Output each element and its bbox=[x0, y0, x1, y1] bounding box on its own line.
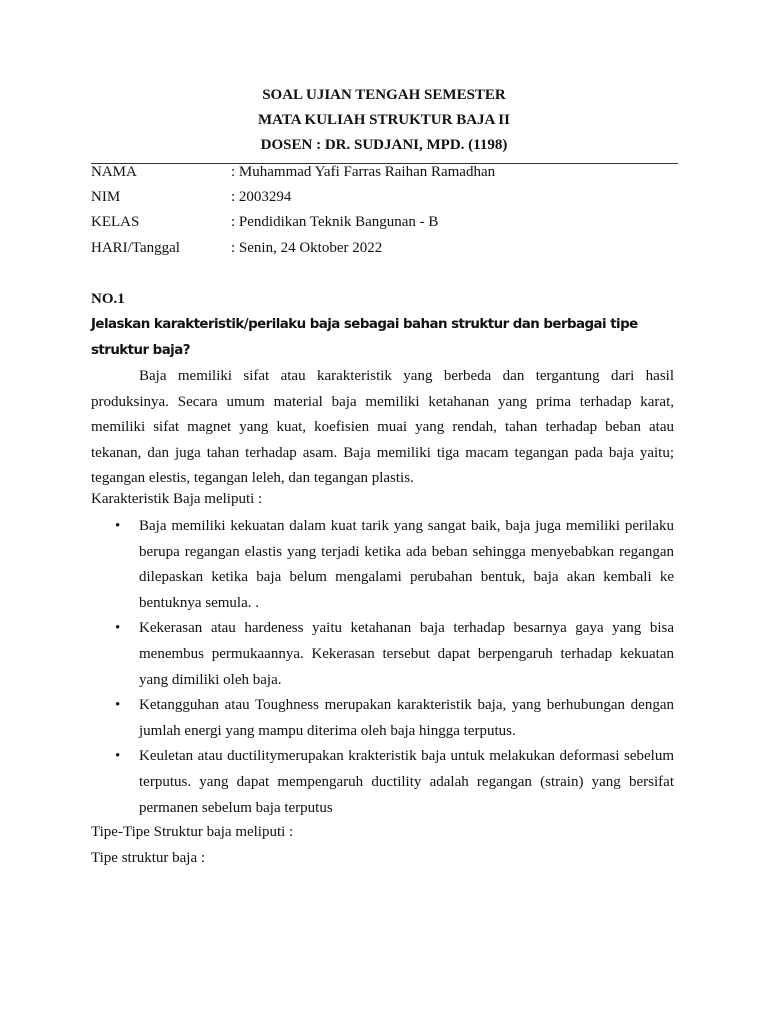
course-title: MATA KULIAH STRUKTUR BAJA II bbox=[258, 112, 510, 128]
list-item bbox=[91, 744, 674, 821]
bullet-icon: • bbox=[115, 697, 121, 714]
info-label: NIM bbox=[91, 189, 121, 205]
list-item-text: Ketangguhan atau Toughness merupakan karakteristik baja, yang berhubungan dengan jumlah energi yang mampu diterima oleh baja hingga terputus. bbox=[139, 697, 674, 739]
types-subheading: Tipe struktur baja : bbox=[91, 850, 206, 866]
lecturer-line: DOSEN : DR. SUDJANI, MPD. (1198) bbox=[260, 137, 508, 153]
list-item bbox=[91, 616, 674, 693]
bullet-icon: • bbox=[115, 620, 121, 637]
list-item bbox=[91, 514, 674, 616]
info-value: : Pendidikan Teknik Bangunan - B bbox=[231, 214, 439, 230]
question-text: Jelaskan karakteristik/perilaku baja sebagai bahan struktur dan berbagai tipe struktur baja? bbox=[91, 317, 638, 358]
info-value: : 2003294 bbox=[231, 189, 292, 205]
characteristics-heading: Karakteristik Baja meliputi : bbox=[91, 491, 263, 507]
info-value: : Muhammad Yafi Farras Raihan Ramadhan bbox=[231, 164, 496, 180]
info-label: KELAS bbox=[91, 214, 140, 230]
bullet-icon: • bbox=[115, 518, 121, 534]
section-number: NO.1 bbox=[91, 291, 125, 307]
characteristics-list bbox=[91, 514, 674, 821]
info-value: : Senin, 24 Oktober 2022 bbox=[231, 240, 383, 256]
exam-title: SOAL UJIAN TENGAH SEMESTER bbox=[262, 87, 506, 103]
info-label: NAMA bbox=[91, 164, 137, 180]
intro-paragraph: Baja memiliki sifat atau karakteristik yang berbeda dan tergantung dari hasil produksinya. Secara umum material baja memiliki ketahanan yang prima terhadap karat, memiliki sifat magnet yang kuat, koefisien muai yang rendah, tahan terhadap beban atau tekanan, dan juga tahan terhadap asam. Baja memiliki tiga macam tegangan pada baja yaitu; tegangan elestis, tegangan leleh, dan tegangan plastis. bbox=[91, 368, 674, 486]
types-heading: Tipe-Tipe Struktur baja meliputi : bbox=[91, 824, 294, 840]
list-item-text: Kekerasan atau hardeness yaitu ketahanan baja terhadap besarnya gaya yang bisa menembus permukaannya. Kekerasan tersebut dapat berpengaruh terhadap kekuatan yang dimiliki oleh baja. bbox=[139, 620, 674, 688]
list-item bbox=[91, 693, 674, 744]
bullet-icon: • bbox=[115, 748, 121, 765]
info-label: HARI/Tanggal bbox=[91, 240, 180, 256]
list-item-text: Baja memiliki kekuatan dalam kuat tarik yang sangat baik, baja juga memiliki perilaku berupa regangan elastis yang terjadi ketika ada beban sehingga menyebabkan regangan dilepaskan ketika baja belum mengalami perubahan bentuk, baja akan kembali ke bentuknya semula. . bbox=[139, 518, 674, 611]
list-item-text: Keuletan atau ductilitymerupakan krakteristik baja untuk melakukan deformasi sebelum terputus. yang dapat mempengaruh ductility adalah regangan (strain) yang bersifat permanen sebelum baja terputus bbox=[139, 748, 674, 816]
